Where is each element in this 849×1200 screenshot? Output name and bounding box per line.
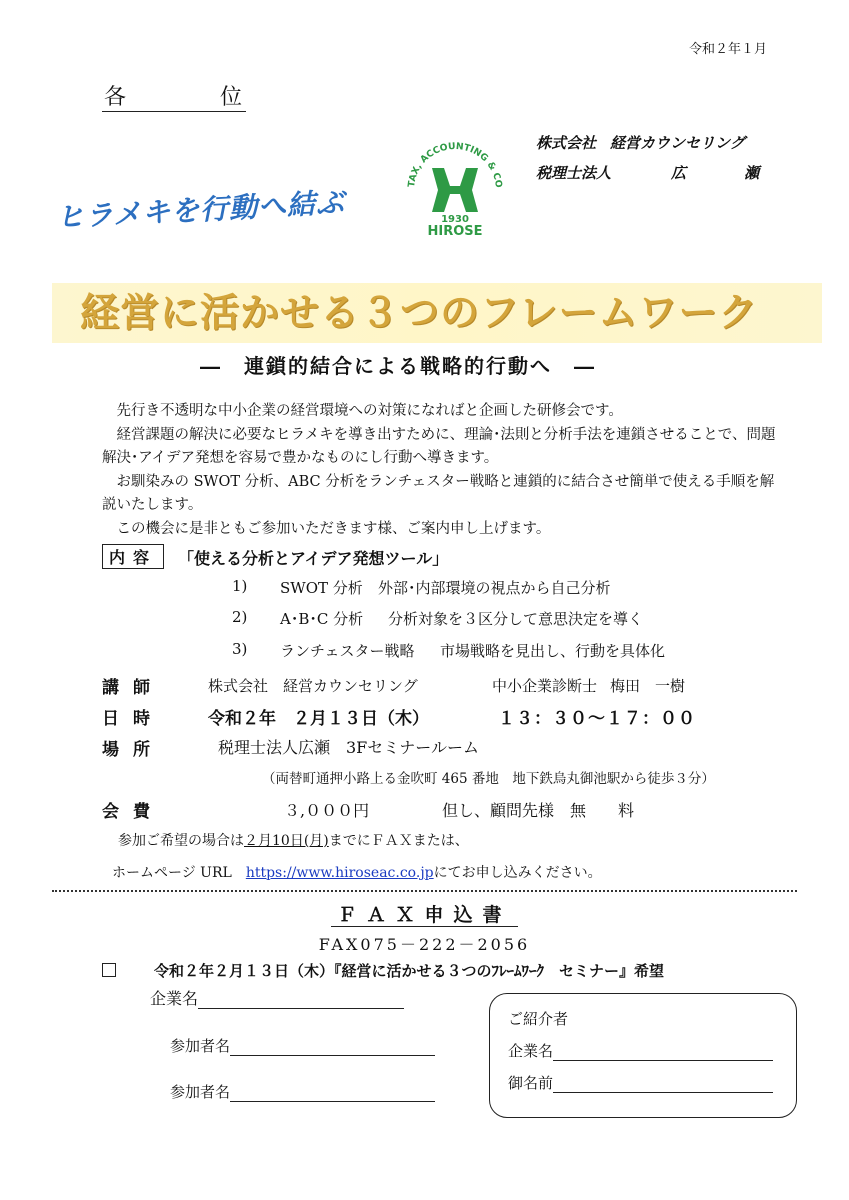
intro-paragraph-3: お馴染みの SWOT 分析、ABC 分析をランチェスター戦略と連鎖的に結合させ簡単で使える手順を解説いたします。	[102, 473, 775, 513]
content-item-name: A･B･C 分析	[280, 610, 364, 628]
content-item-num: 2)	[232, 608, 248, 626]
company-line-2	[536, 158, 759, 188]
fee-value: ３,０００円	[284, 801, 370, 820]
issue-date: 令和２年１月	[688, 42, 767, 57]
content-item-1	[232, 577, 752, 599]
fee-note: 但し、顧問先様 無 料	[442, 801, 635, 820]
referrer-name-input[interactable]	[553, 1092, 773, 1093]
addressee-char-2: 位	[219, 85, 244, 110]
referrer-name-field	[508, 1072, 773, 1093]
intro-paragraph-2: 経営課題の解決に必要なヒラメキを導き出すために、理論･法則と分析手法を連鎖させることで、問題解決･アイデア発想を容易で豊かなものにし行動へ導きます。	[102, 426, 776, 466]
place-label: 場所	[102, 740, 164, 760]
company-type-2: 税理士法人	[536, 164, 612, 182]
seminar-checkbox[interactable]	[102, 963, 116, 977]
url-post: にてお申し込みください。	[433, 865, 602, 881]
intro-text	[102, 400, 782, 541]
participant-2-field	[170, 1081, 435, 1102]
company-name-2b: 瀬	[744, 164, 760, 182]
application-post: までにＦＡＸまたは、	[328, 833, 469, 849]
company-name-2a: 広	[671, 164, 687, 182]
referrer-company-label: 企業名	[508, 1042, 554, 1060]
intro-paragraph-4: この機会に是非ともご参加いただきます様、ご案内申し上げます。	[116, 520, 551, 537]
content-title: 「使える分析とアイデア発想ツール」	[178, 549, 449, 568]
logo-arc-text: TAX, ACCOUNTING & CO	[406, 140, 505, 189]
application-line-1	[118, 830, 469, 850]
company-name-label: 企業名	[150, 989, 199, 1008]
content-item-num: 1)	[232, 577, 248, 595]
url-label: ホームページ URL	[112, 865, 232, 881]
company-name-field	[150, 986, 404, 1009]
fee-label: 会費	[102, 802, 164, 822]
lecturer-title: 中小企業診断士	[492, 677, 598, 695]
application-deadline: ２月10日(月)	[244, 833, 329, 849]
lecturer-name: 梅田 一樹	[610, 677, 686, 695]
hirose-logo-mark	[400, 128, 510, 238]
company-name-input[interactable]	[198, 1008, 404, 1009]
seminar-date: 令和２年 ２月１３日（木）	[208, 709, 429, 729]
company-line-1	[536, 128, 759, 158]
referrer-company-field	[508, 1040, 773, 1061]
application-line-2	[112, 862, 602, 882]
company-type-1: 株式会社	[536, 134, 597, 152]
place-note: （両替町通押小路上る金吹町 465 番地 地下鉄烏丸御池駅から徒歩３分）	[262, 771, 715, 787]
content-item-desc: 市場戦略を見出し、行動を具体化	[440, 642, 666, 660]
seminar-title: 経営に活かせる３つのフレームワーク	[80, 291, 759, 336]
fax-form-title-text: ＦＡＸ申込書	[331, 904, 517, 927]
seminar-place: 税理士法人広瀬 3Fセミナールーム	[218, 738, 479, 757]
content-label: 内容	[102, 544, 164, 569]
seminar-time: １３：３０～１７：００	[498, 709, 696, 729]
lecturer-company: 株式会社 経営カウンセリング	[208, 677, 418, 695]
addressee-char-1: 各	[104, 85, 129, 110]
seminar-check-text: 令和２年２月１３日（木）『経営に活かせる３つのﾌﾚｰﾑﾜｰｸ セミナー』希望	[154, 962, 665, 980]
seminar-checkline	[102, 960, 664, 981]
participant-1-input[interactable]	[230, 1055, 435, 1056]
participant-1-field	[170, 1035, 435, 1056]
datetime-label: 日時	[102, 709, 164, 729]
hirose-logo	[400, 128, 510, 238]
content-item-desc: 分析対象を３区分して意思決定を導く	[388, 610, 644, 628]
content-item-name: ランチェスター戦略	[280, 642, 415, 660]
application-pre: 参加ご希望の場合は	[118, 833, 244, 849]
referrer-box	[489, 993, 797, 1118]
logo-h-shape	[432, 168, 478, 212]
referrer-name-label: 御名前	[508, 1074, 554, 1092]
content-item-desc: 外部･内部環境の視点から自己分析	[378, 579, 611, 597]
content-item-3	[232, 640, 752, 662]
cut-line	[52, 890, 797, 892]
content-item-2	[232, 608, 752, 630]
participant-label: 参加者名	[170, 1083, 231, 1101]
slogan: ヒラメキを行動へ結ぶ	[55, 185, 346, 234]
homepage-link[interactable]: https://www.hiroseac.co.jp	[245, 865, 434, 881]
fax-form-title	[0, 900, 849, 927]
referrer-company-input[interactable]	[553, 1060, 773, 1061]
content-item-num: 3)	[232, 640, 248, 658]
logo-year: 1930	[441, 214, 469, 225]
company-block	[536, 128, 759, 188]
lecturer-label: 講師	[102, 678, 164, 698]
addressee	[102, 80, 246, 112]
seminar-subtitle: ― 連鎖的結合による戦略的行動へ ―	[200, 354, 596, 378]
referrer-title: ご紹介者	[508, 1010, 569, 1028]
logo-name: HIROSE	[427, 224, 483, 238]
content-item-name: SWOT 分析	[280, 579, 363, 597]
intro-paragraph-1: 先行き不透明な中小企業の経営環境への対策になればと企画した研修会です。	[116, 403, 623, 419]
company-name-1: 経営カウンセリング	[610, 134, 745, 152]
participant-2-input[interactable]	[230, 1101, 435, 1102]
fax-number: FAX075－222－2056	[318, 935, 531, 954]
participant-label: 参加者名	[170, 1037, 231, 1055]
